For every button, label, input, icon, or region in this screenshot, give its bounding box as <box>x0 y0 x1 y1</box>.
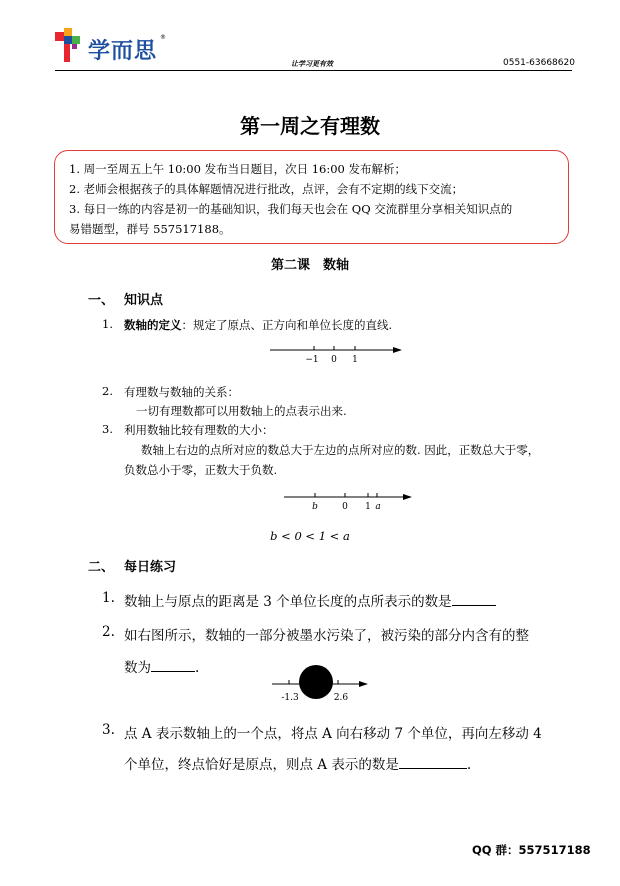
q1-prompt: 数轴上与原点的距离是 3 个单位长度的点所表示的数是 <box>124 594 452 610</box>
q1-text <box>124 590 496 610</box>
axis2-label-b: b <box>312 502 318 512</box>
lesson-title: 第二课 数轴 <box>270 258 349 273</box>
logo-mark <box>55 28 85 68</box>
slogan: 让学习更有效 <box>291 60 333 68</box>
q1-answer-blank[interactable] <box>452 593 496 606</box>
item2-body: 一切有理数都可以用数轴上的点表示出来. <box>136 404 347 418</box>
section2-number: 二、 <box>88 560 115 575</box>
item2-heading: 有理数与数轴的关系： <box>124 385 239 399</box>
q2-line-2 <box>124 656 199 676</box>
footer-qq-group: QQ 群：557517188 <box>472 843 591 857</box>
q2-line-1: 如右图所示，数轴的一部分被墨水污染了，被污染的部分内含有的整 <box>124 628 529 644</box>
axis3-label-2-6: 2.6 <box>333 693 349 702</box>
section2-title: 每日练习 <box>124 560 177 575</box>
axis1-label-0: 0 <box>331 355 337 365</box>
item1-text <box>124 317 392 333</box>
q2-answer-blank[interactable] <box>151 659 195 672</box>
item3-body-1: 数轴上右边的点所对应的数总大于左边的点所对应的数. 因此，正数总大于零， <box>141 443 540 457</box>
notice-line-4: 易错题型，群号 557517188。 <box>69 222 231 236</box>
item1-number: 1. <box>102 317 113 331</box>
q2-end: . <box>195 660 200 676</box>
q3-number: 3. <box>102 722 115 738</box>
item3-number: 3. <box>102 422 113 436</box>
q2-prompt: 数为 <box>124 660 151 676</box>
brand-logo: 学而思 <box>88 39 158 64</box>
axis2-label-0: 0 <box>342 502 348 512</box>
item3-body-2: 负数总小于零，正数大于负数. <box>124 463 278 477</box>
notice-box <box>54 150 569 244</box>
item1-definition: ：规定了原点、正方向和单位长度的直线. <box>181 318 393 332</box>
axis1-label-1: 1 <box>352 355 358 365</box>
axis2-label-1: 1 <box>365 502 371 512</box>
page-title: 第一周之有理数 <box>240 114 380 138</box>
axis2-label-a: a <box>375 502 381 512</box>
inequality: b < 0 < 1 < a <box>270 529 350 543</box>
q3-line-2 <box>124 753 471 773</box>
notice-line-2: 2. 老师会根据孩子的具体解题情况进行批改，点评，会有不定期的线下交流； <box>69 182 464 196</box>
q2-number: 2. <box>102 624 115 640</box>
item2-number: 2. <box>102 384 113 398</box>
ink-blot <box>299 665 333 699</box>
q3-answer-blank[interactable] <box>399 756 467 769</box>
number-line-1 <box>268 342 408 366</box>
item3-heading: 利用数轴比较有理数的大小： <box>124 423 274 437</box>
axis1-label-neg1: −1 <box>305 355 319 365</box>
q1-number: 1. <box>102 590 115 606</box>
q3-line-1: 点 A 表示数轴上的一个点，将点 A 向右移动 7 个单位，再向左移动 4 <box>124 726 542 742</box>
notice-line-1: 1. 周一至周五上午 10:00 发布当日题目，次日 16:00 发布解析； <box>69 162 407 176</box>
item1-term: 数轴的定义 <box>124 318 182 332</box>
section1-title: 知识点 <box>124 293 164 308</box>
q3-prompt: 个单位，终点恰好是原点，则点 A 表示的数是 <box>124 757 399 773</box>
header-rule <box>55 70 572 71</box>
phone-number: 0551-63668620 <box>503 58 575 68</box>
number-line-3 <box>270 662 372 702</box>
axis3-label-neg1-3: -1.3 <box>281 693 299 702</box>
number-line-2 <box>282 488 418 514</box>
section1-number: 一、 <box>88 293 115 308</box>
q3-end: . <box>466 757 472 773</box>
notice-line-3: 3. 每日一练的内容是初一的基础知识，我们每天也会在 QQ 交流群里分享相关知识点的 <box>69 202 513 216</box>
registered-mark: ® <box>160 34 166 41</box>
